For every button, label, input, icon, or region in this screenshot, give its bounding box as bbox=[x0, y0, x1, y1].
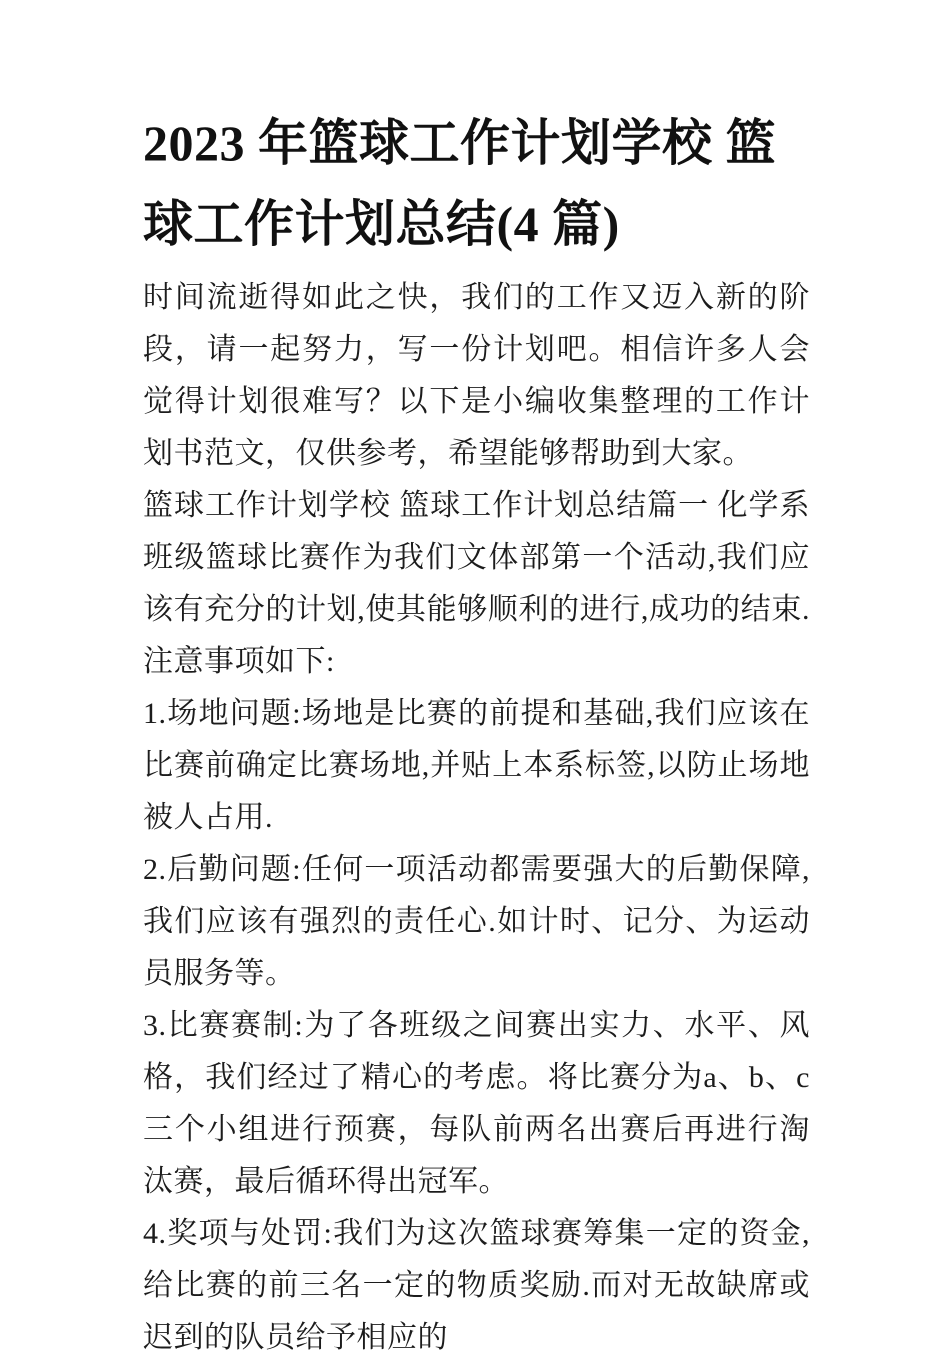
document-title: 2023 年篮球工作计划学校 篮球工作计划总结(4 篇) bbox=[143, 115, 776, 252]
paragraph-item-1: 1.场地问题:场地是比赛的前提和基础,我们应该在比赛前确定比赛场地,并贴上本系标签,以防止场地被人占用. bbox=[143, 697, 810, 834]
document-body bbox=[143, 272, 810, 1364]
paragraph-intro: 时间流逝得如此之快，我们的工作又迈入新的阶段，请一起努力，写一份计划吧。相信许多人会觉得计划很难写？以下是小编收集整理的工作计划书范文，仅供参考，希望能够帮助到大家。 bbox=[143, 281, 810, 470]
paragraph-item-4: 4.奖项与处罚:我们为这次篮球赛筹集一定的资金,给比赛的前三名一定的物质奖励.而对无故缺席或迟到的队员给予相应的 bbox=[143, 1217, 810, 1354]
paragraph-item-3: 3.比赛赛制:为了各班级之间赛出实力、水平、风格，我们经过了精心的考虑。将比赛分为a、b、c三个小组进行预赛，每队前两名出赛后再进行淘汰赛，最后循环得出冠军。 bbox=[143, 1009, 810, 1198]
paragraph-section-heading: 篮球工作计划学校 篮球工作计划总结篇一 化学系班级篮球比赛作为我们文体部第一个活动,我们应该有充分的计划,使其能够顺利的进行,成功的结束.注意事项如下: bbox=[143, 489, 810, 678]
paragraph-item-2: 2.后勤问题:任何一项活动都需要强大的后勤保障,我们应该有强烈的责任心.如计时、记分、为运动员服务等。 bbox=[143, 853, 810, 990]
